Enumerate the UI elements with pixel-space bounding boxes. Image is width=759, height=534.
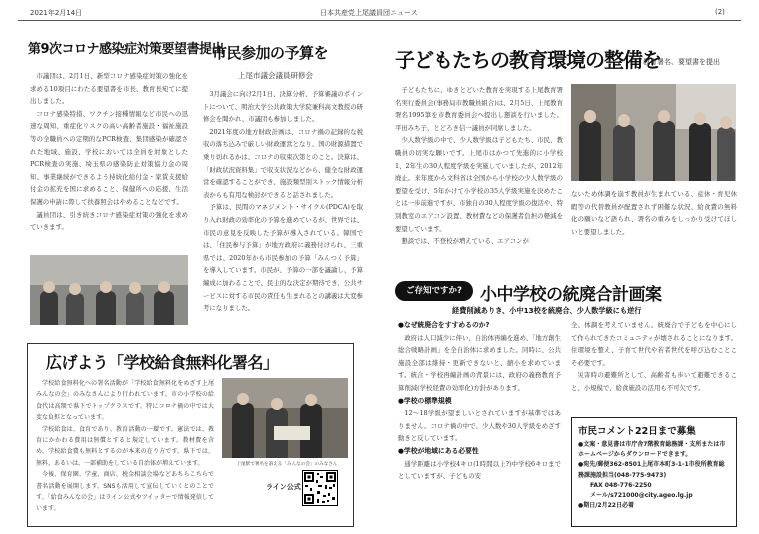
article5-q2: ●学校の標準規模 <box>398 396 452 405</box>
article2-byline: 上尾市議会議員研修会 <box>238 71 313 80</box>
article3-para: 少人数学級の中で、少人数学級は子どもたち、市民、教職員の切実な願いです。上尾市はかつて先進的に小学校1、2年生の30人程度学級を実施していましたが、2012年廃止。来年度から文科省は全国から小学校の少人数学級の要望を受け、5年かけて小学校の35人学級実施を決めたことは一歩前進ですが、市独自の30人程度学級の復活や、特別教室のエアコン設置、教材費などの保護者負担の軽減を要望しています。 <box>395 136 563 233</box>
article5-q1-text: 政府は人口減少に伴い、自治体再編を進め、「地方創生総合戦略計画」を全自治体に求めました。同時に、公共施設全部は維持・更新できないと、縮小を求めています。統合・学校再編計画の背景には、政府の義務教育予算削減(学校経費の効率化)方針があります。 <box>398 333 561 392</box>
article3-para: 懇談では、不登校が増えている、エアコンが <box>401 237 529 246</box>
comment-box <box>571 417 737 527</box>
article4-line-label: ライン公式 <box>266 483 301 491</box>
article4-para: 今後、保育園、学童、商店、税金相談会場などあちらこちらで書名活動を展開します。SNSも活用して宣伝していくとのことです。「給食みんなの会」はライン公式やツイッターで情報発信しています。 <box>36 471 214 513</box>
article3-continued: ないため体調を崩す教員が生まれている、産休・育児休暇等の代替教員が配置されず困難な状況、給食費の無料化の願いなど語られ、署名の重みをしっかり受けてほしいと要望しました。 <box>571 190 737 236</box>
comment-lines <box>578 440 730 511</box>
article4-photo <box>222 378 348 458</box>
article3-para: 子どもたちに、ゆきとどいた教育を実現する上尾教育署名実行委員会(事務局市教職員組合)は、2月5日、上尾教育署名1995筆を市教育委員会へ提出し懇談を行いました。平田みち子、とどろき信一議員が同席しました。 <box>395 86 563 132</box>
comment-line: FAX 048-776-2250 <box>590 481 652 489</box>
article3-body <box>395 84 563 248</box>
article5-right-text: 全、体調を考えていません。統廃合で子どもを中心にして作られてきたコミュニティが壊されることになります。住環境を整え、子育て世代や若者世代を呼び込むことこそ必要です。 <box>571 321 737 367</box>
article5-q3: ●学校が地域にある必要性 <box>398 446 479 455</box>
article5-title: 小中学校の統廃合計画案 <box>480 285 662 305</box>
header-rule <box>18 20 741 21</box>
article3-title: 子どもたちの教育環境の整備を <box>395 48 661 72</box>
article5-badge: ご存知ですか? <box>395 281 473 301</box>
line-qr-code[interactable] <box>302 470 338 506</box>
article1-para: 市議団は、2月1日、新型コロナ感染症対策の強化を求める10項目にわたる要望書を市長、教育長宛てに提出しました。 <box>30 72 188 106</box>
header-newsname: 日本共産党上尾議員団ニュース <box>320 9 418 17</box>
article3-subtitle: 教育署名、要望書を提出 <box>643 58 720 66</box>
article5-subtitle: 経費削減ありき、小中13校を統廃合、少人数学級にも逆行 <box>452 306 642 315</box>
article1-photo <box>30 255 188 325</box>
comment-title: 市民コメント22日まで募集 <box>578 426 696 437</box>
header-date: 2021年2月14日 <box>30 9 83 17</box>
article5-q3-text: 通学距離は小学校4キロ(1時間以上?)中学校6キロまでとしていますが、子どもの安 <box>398 459 561 481</box>
article4-para: 学校給食は、食育であり、教育活動の一環です。憲法では、教育にかかわる費用は無償とすると規定しています。教材費を含め、学校給食費も無料とするのが本来の在り方です。県下では、無料、あるいは、一部補助をしている自治体が増えています。 <box>36 425 214 467</box>
article4-para: 学校給食無料化への署名活動が「学校給食無料化をめざす上尾みんなの会」のみなさんにより行われています。市の小学校の給食代は高額で県下でトップクラスです。特にコロナ禍の中では大変な負担となっています。 <box>36 380 214 422</box>
article2-para: 2021年度の地方財政計画は、コロナ禍の記録的な税収の落ち込みで厳しい財政運営となり、国の財源措置で乗り切れるかは、コロナの収束次第とのこと。決算は、「財政状況資料集」で収支状況などから、健全な財政運営を確認することができ、施設類型別ストック情報分析表からも有用な検討ができると話されました。 <box>203 127 363 199</box>
article3-photo <box>571 84 736 181</box>
article5-q1: ●なぜ統廃合をすすめるのか? <box>398 321 490 329</box>
header-page: (2) <box>715 8 725 16</box>
article5-left-column <box>398 319 561 483</box>
article5-q2-text: 12～18学級が望ましいとされていますが基準ではありません。コロナ禍の中で、少人数や30人学級をめざす動きと反しています。 <box>398 409 561 443</box>
article4-body <box>36 378 214 515</box>
article1-title: 第9次コロナ感染症対策要望書提出 <box>28 42 225 57</box>
article4-photo-caption: 上尾駅で署名を訴える「みんなの会」のみなさん <box>236 462 338 467</box>
comment-line: メール/s721000@city.ageo.lg.jp <box>590 492 693 500</box>
article2-para: 3月議会に向け2月1日、決算分析、予算審議のポイントについて、明治大学公共政策大学院兼科高文教授の研修会を聞かれ、市議団も参加しました。 <box>203 90 363 124</box>
article2-body <box>203 88 363 315</box>
comment-line: ●期日/2月22日必着 <box>578 502 634 510</box>
comment-line: ●宛先/郵便362-8501上尾市本町3-1-1市役所教育総務課施設担当(048-775-9473) <box>578 461 725 479</box>
article1-para: コロナ感染特措、ワクチン接種情報など市民への迅速な周知、重症化リスクの高い高齢者施設・福祉施設等の全職員への定期的なPCR検査、集団感染が確認された地域、施設、学校においては全員を対象としたPCR検査の実施、埼玉県の感染防止対策協力金の周知、事業継続ができるよう持続化給付金・家賃支援給付金の拡充を国に求めること、保健所への応援、生活保護の申請に際して扶養照会はやめることなどです。 <box>30 109 188 206</box>
article2-para: 予算は、民間のマネジメント・サイクル(PDCA)を取り入れ財政の効率化の予算を進めているが、世界では、市民の意見を反映した予算が導入されている。韓国では、「住民参与予算」が地方政府に義務付けられ、三重県では、2020年から市民参加の予算「みんつく予算」を導入しています。市民が、予算の一部を議論し、予算編成に加わることで、民主的な決定が期待でき、公共サービスに対する市民の責任も生まれるとの講義は大変参考になりました。 <box>203 203 363 313</box>
article1-body <box>30 70 188 234</box>
article2-title: 市民参加の予算を <box>212 44 329 62</box>
article1-para: 議員団は、引き続きコロナ感染症対策の強化を求めていきます。 <box>30 210 188 232</box>
article5-right-column <box>571 319 737 395</box>
article4-title: 広げよう「学校給食無料化署名」 <box>46 353 279 372</box>
comment-line: ●文案・意見書は市庁舎7階教育総務課・支所または市ホームページからダウンロードできます。 <box>578 441 726 459</box>
article5-right-text2: 災害時の避難所として、高齢者も歩いて避難できること、小規模で、給食施設の活用も不可欠です。 <box>571 371 737 392</box>
